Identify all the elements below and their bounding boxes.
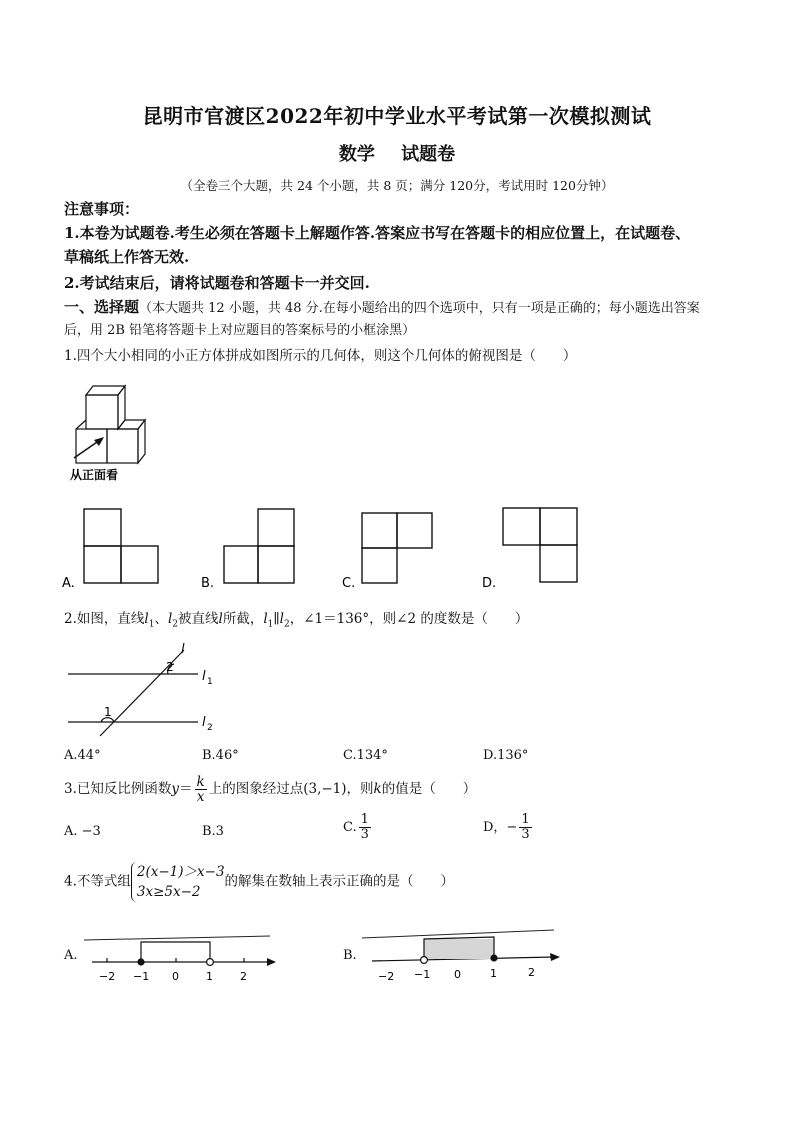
exam-info: （全卷三个大题，共 24 个小题，共 8 页；满分 120分，考试用时 120分钟） [180,178,614,193]
q2-l1-sub: 1 [148,619,155,630]
q1-option-d: D. [482,576,497,590]
q3-c-num: 1 [360,812,369,827]
q2-option-d: D.136° [483,748,529,763]
tick-a-m2: −2 [99,970,116,983]
q3-option-d-frac [519,813,531,842]
note-item-2: 2.考试结束后，请将试题卷和答题卡一并交回. [64,274,370,292]
fig-line-l2-sub: 2 [207,723,213,733]
q3-c-den: 3 [360,827,369,842]
scan-artifact-line [84,936,270,940]
q3-frac-num: k [196,774,205,790]
q2-l1-b: l [263,611,268,627]
q3-option-b: B.3 [202,824,224,839]
q2-l2: l [167,611,173,627]
q2-l2-sub-b: 2 [283,619,290,630]
q2-l2-sub: 2 [172,619,179,630]
fig-line-l1: l [202,669,206,684]
question-2-stem [64,608,528,636]
section-one-header [64,296,700,320]
question-1-stem: 1.四个大小相同的小正方体拼成如图所示的几何体，则这个几何体的俯视图是（ ） [64,348,577,364]
fig-line-l1-sub: 1 [207,677,213,687]
q4-text-2: 的解集在数轴上表示正确的是（ ） [224,873,455,890]
q3-option-d-label: D，− [483,820,518,835]
tick-a-2: 2 [240,970,247,983]
tick-b-0: 0 [454,968,461,981]
q2-option-a: A.44° [64,748,101,763]
q3-option-a: A. −3 [64,824,101,839]
q4-option-b: B. [343,948,357,963]
q3-option-c [343,813,373,842]
section-one-desc: （本大题共 12 小题，共 48 分.在每小题给出的四个选项中，只有一项是正确的；每小题选出答案 [139,301,700,316]
tick-b-m2: −2 [378,970,395,983]
paper-type: 试题卷 [401,144,456,165]
q3-text-2: 上的图象经过点 [208,781,304,797]
note-item-1-cont: 草稿纸上作答无效. [64,248,190,266]
q4-inequality-system [131,862,225,902]
subject-title [0,140,794,166]
tick-b-m1: −1 [414,968,431,981]
q3-text-1: 3.已知反比例函数 [64,781,172,797]
tick-a-0: 0 [172,970,179,983]
q2-option-c: C.134° [343,748,388,763]
q2-l2-b: l [279,611,284,627]
notes-heading: 注意事项： [64,200,140,218]
q2-text-4: ，∠1＝136°，则∠2 的度数是（ ） [289,611,529,627]
q1-option-c: C. [342,576,356,590]
scan-artifact-line [362,930,554,938]
q2-option-b: B.46° [202,748,239,763]
q3-y: y [171,781,180,797]
q3-text-3: ，则 [346,781,374,797]
q3-option-d [483,813,534,842]
q2-lines-figure [64,640,234,740]
q3-option-c-frac [359,813,371,842]
q3-option-c-label: C. [343,820,357,835]
fig-angle-1: 1 [104,705,112,719]
q4-text-1: 4.不等式组 [64,873,131,890]
q3-eq: ＝ [179,781,193,797]
note-item-1: 1.本卷为试题卷.考生必须在答题卡上解题作答.答案应书写在答题卡的相应位置上，在试题卷、 [64,224,691,242]
q3-k: k [373,781,382,797]
q3-fraction [195,775,207,804]
q2-parallel: ∥ [273,611,280,627]
q4-numberline-a [80,928,280,984]
q3-text-4: 的值是（ ） [381,781,477,797]
subject-name: 数学 [338,144,375,165]
fig-line-l: l [181,642,185,657]
shaded-interval [424,939,494,959]
page-title: 昆明市官渡区2022年初中学业水平考试第一次模拟测试 [142,104,652,128]
question-4-stem [64,862,454,902]
view-direction-label: 从正面看 [70,468,119,482]
q1-option-b: B. [201,576,215,590]
fig-line-l2: l [202,715,206,730]
fig-angle-2: 2 [166,660,174,674]
q2-text-1: 2.如图，直线 [64,611,145,627]
tick-b-1: 1 [490,967,497,980]
q1-options-figure [60,505,780,590]
q3-d-num: 1 [521,812,530,827]
q4-option-a: A. [64,948,78,963]
q2-l1: l [144,611,149,627]
q1-option-a: A. [62,576,75,590]
q3-frac-den: x [196,789,205,805]
q2-l: l [218,611,223,627]
q4-numberline-b [358,922,568,984]
q2-l1-sub-b: 1 [267,619,274,630]
q3-d-den: 3 [521,827,530,842]
q2-sep: 、 [154,611,168,627]
q2-text-3: 所截， [222,611,264,627]
q1-cube-figure [64,382,164,484]
section-one-desc-cont: 后，用 2B 铅笔将答题卡上对应题目的答案标号的小框涂黑） [64,323,416,338]
tick-a-1: 1 [206,970,213,983]
section-one-label: 一、选择题 [64,298,140,316]
tick-b-2: 2 [528,966,535,979]
q2-text-2: 被直线 [178,611,219,627]
q3-point: (3,−1) [303,781,347,797]
q4-ineq-2: 3x≥5x−2 [136,884,201,900]
question-3-stem [64,772,476,806]
tick-a-m1: −1 [133,970,150,983]
q4-ineq-1: 2(x−1)＞x−3 [136,864,225,880]
